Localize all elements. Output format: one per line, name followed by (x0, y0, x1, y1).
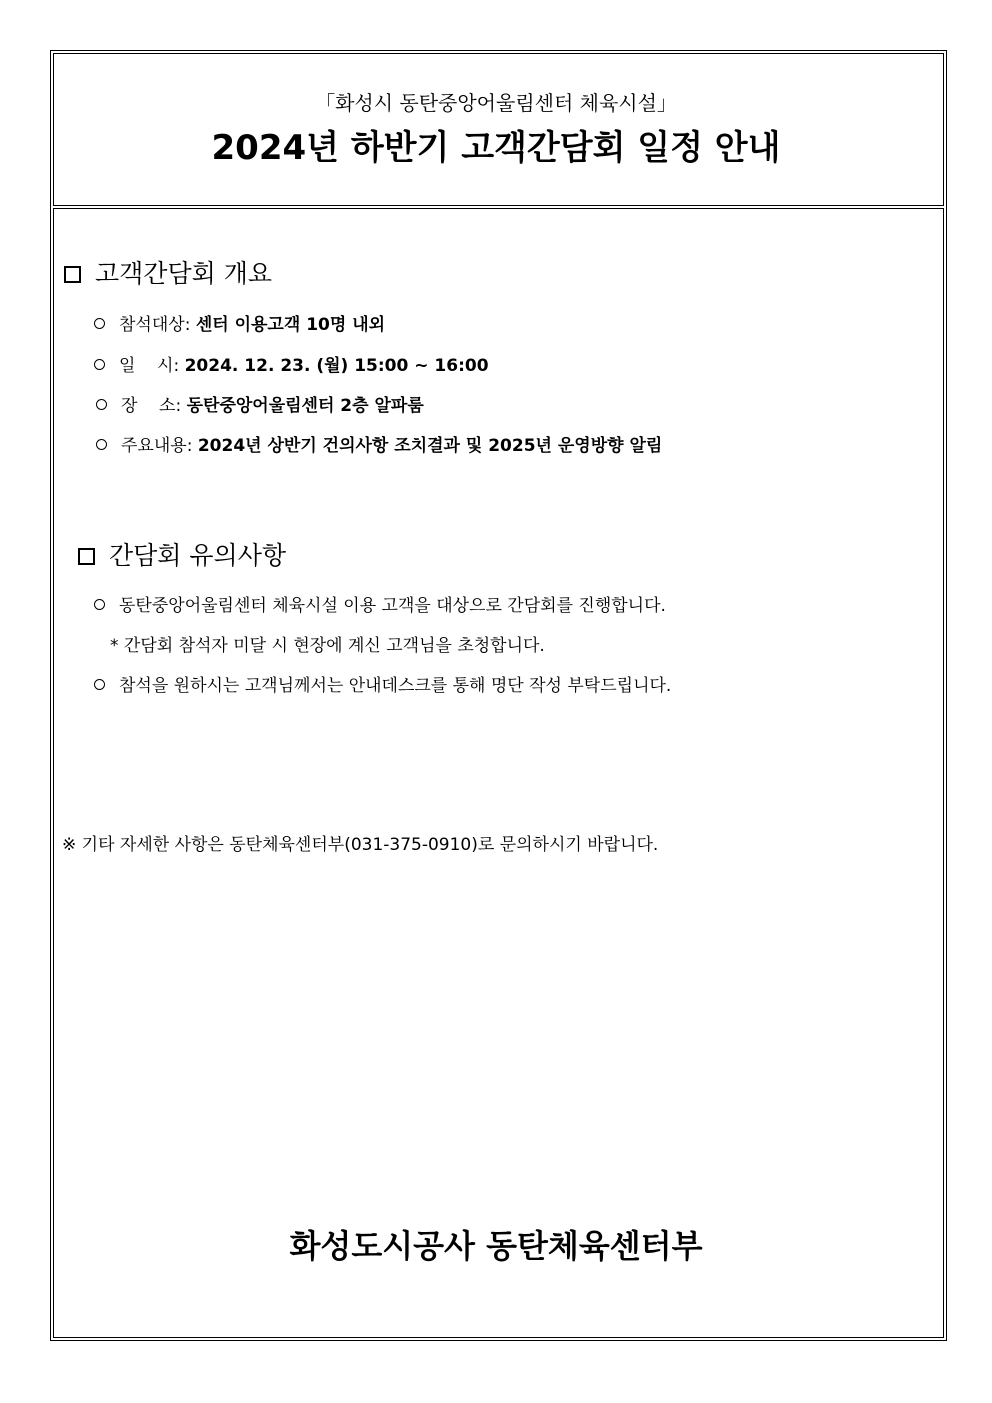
overview-item-location (96, 394, 424, 418)
overview-item-label: 일 시: (119, 356, 180, 376)
overview-heading-text: 고객간담회 개요 (95, 259, 272, 288)
overview-item-label: 장 소: (121, 396, 182, 416)
document-subtitle: 「화성시 동탄중앙어울림센터 체육시설」 (315, 91, 677, 115)
square-bullet-icon (78, 548, 95, 565)
notes-item-text: 동탄중앙어울림센터 체육시설 이용 고객을 대상으로 간담회를 진행합니다. (119, 596, 666, 616)
notes-item-text: 참석을 원하시는 고객님께서는 안내데스크를 통해 명단 작성 부탁드립니다. (119, 676, 672, 696)
footer-organization: 화성도시공사 동탄체육센터부 (289, 1227, 703, 1265)
overview-item-attendees (94, 313, 385, 337)
circle-bullet-icon (94, 318, 105, 329)
overview-item-content (96, 434, 662, 458)
notes-heading-text: 간담회 유의사항 (109, 541, 286, 570)
contact-note: ※ 기타 자세한 사항은 동탄체육센터부(031-375-0910)로 문의하시기 바랍니다. (62, 835, 659, 855)
circle-bullet-icon (94, 359, 105, 370)
document-title: 2024년 하반기 고객간담회 일정 안내 (211, 128, 781, 168)
notes-item-1 (94, 594, 666, 618)
square-bullet-icon (64, 266, 81, 283)
overview-item-label: 참석대상: (119, 315, 191, 335)
notes-item-2 (94, 674, 671, 698)
overview-item-value: 동탄중앙어울림센터 2층 알파룸 (186, 396, 424, 416)
notes-sub-note: * 간담회 참석자 미달 시 현장에 계신 고객님을 초청합니다. (110, 636, 545, 656)
circle-bullet-icon (96, 439, 107, 450)
circle-bullet-icon (94, 679, 105, 690)
circle-bullet-icon (94, 599, 105, 610)
overview-heading (64, 258, 272, 290)
overview-item-label: 주요내용: (121, 436, 193, 456)
overview-item-value: 2024. 12. 23. (월) 15:00 ~ 16:00 (184, 356, 489, 376)
notes-heading (78, 540, 286, 572)
circle-bullet-icon (96, 399, 107, 410)
overview-item-value: 2024년 상반기 건의사항 조치결과 및 2025년 운영방향 알림 (197, 436, 663, 456)
overview-item-value: 센터 이용고객 10명 내외 (195, 315, 386, 335)
overview-item-datetime (94, 354, 489, 378)
